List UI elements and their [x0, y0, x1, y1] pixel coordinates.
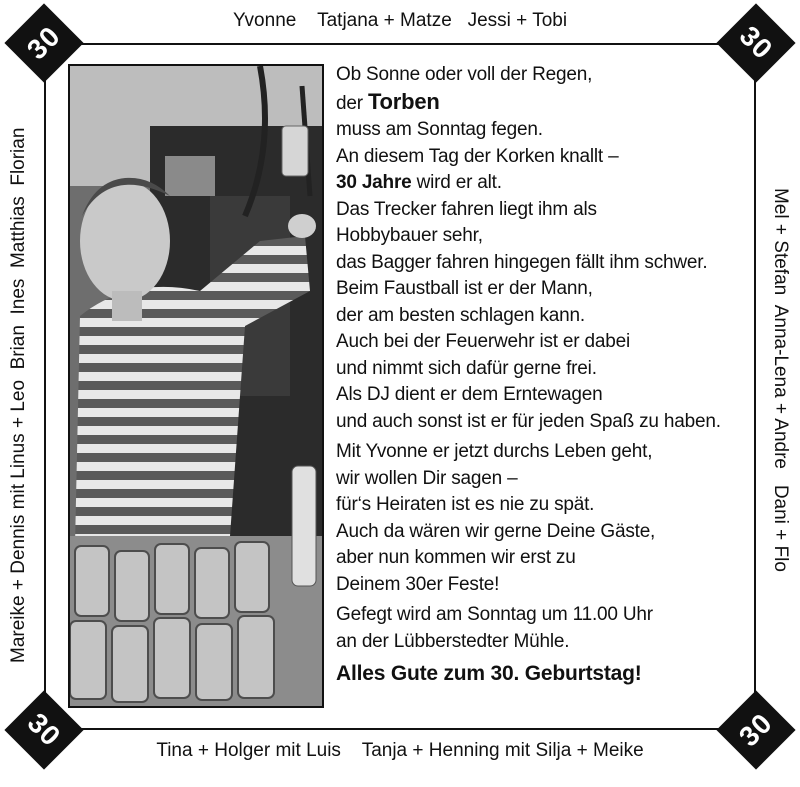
- event-details-line: Gefegt wird am Sonntag um 11.00 Uhr: [336, 604, 653, 625]
- birthday-photo: [68, 64, 324, 708]
- age-highlight: 30 Jahre: [336, 172, 412, 193]
- poem-line: Das Trecker fahren liegt ihm als: [336, 198, 597, 220]
- poem-line: Deinem 30er Feste!: [336, 573, 500, 595]
- poem-line: Ob Sonne oder voll der Regen,: [336, 64, 593, 85]
- poem-line: Hobbybauer sehr,: [336, 225, 483, 246]
- birthday-greeting: Alles Gute zum 30. Geburtstag!: [336, 662, 642, 685]
- names-top: Yvonne Tatjana + Matze Jessi + Tobi: [232, 10, 568, 31]
- names-left: Mareike + Dennis mit Linus + Leo Brian Ines Matthias Florian: [8, 127, 29, 663]
- poem-text: [336, 62, 756, 688]
- poem-line: das Bagger fahren hingegen fällt ihm schwer.: [336, 251, 708, 273]
- names-right: Mel + Stefan Anna-Lena + Andre Dani + Flo: [770, 188, 791, 572]
- poem-line: Als DJ dient er dem Erntewagen: [336, 384, 603, 405]
- poem-line-prefix: der: [336, 92, 368, 114]
- poem-line: muss am Sonntag fegen.: [336, 119, 543, 140]
- poem-line: Beim Faustball ist er der Mann,: [336, 278, 593, 299]
- poem-line: und nimmt sich dafür gerne frei.: [336, 357, 597, 379]
- honoree-name: Torben: [367, 88, 440, 114]
- poem-line: An diesem Tag der Korken knallt –: [336, 145, 619, 167]
- event-details-line: an der Lübberstedter Mühle.: [336, 630, 570, 652]
- corner-number: 30: [21, 706, 68, 753]
- poem-line: und auch sonst ist er für jeden Spaß zu haben.: [336, 410, 721, 432]
- poem-line: [336, 170, 756, 197]
- poem-line: Auch bei der Feuerwehr ist er dabei: [336, 331, 630, 352]
- poem-line: Auch da wären wir gerne Deine Gäste,: [336, 520, 656, 542]
- poem-line: der am besten schlagen kann.: [336, 304, 585, 326]
- names-bottom: Tina + Holger mit Luis Tanja + Henning mit Silja + Meike: [156, 740, 644, 761]
- poem-line-rest: wird er alt.: [411, 172, 502, 193]
- poem-line: wir wollen Dir sagen –: [336, 467, 518, 489]
- poem-line: für‘s Heiraten ist es nie zu spät.: [336, 494, 595, 515]
- corner-number: 30: [732, 706, 779, 753]
- corner-number: 30: [20, 19, 67, 66]
- corner-number: 30: [733, 19, 780, 66]
- poem-line: Mit Yvonne er jetzt durchs Leben geht,: [336, 441, 653, 462]
- poem-line: [336, 89, 756, 118]
- poem-line: aber nun kommen wir erst zu: [336, 547, 576, 568]
